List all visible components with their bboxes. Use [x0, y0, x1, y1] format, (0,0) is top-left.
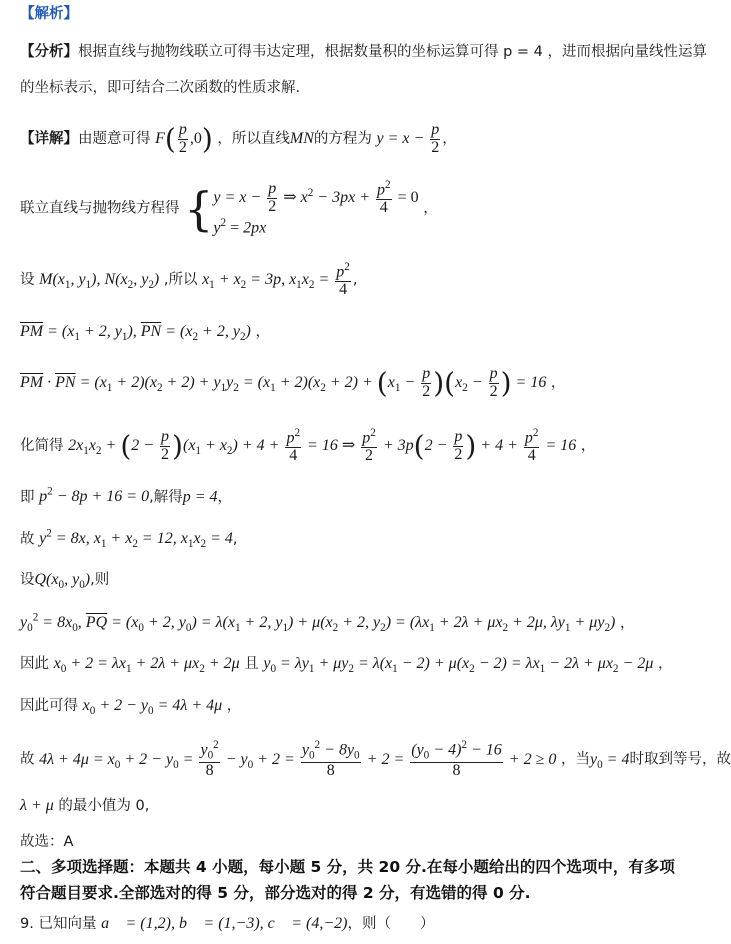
analysis-line-1: 【分析】根据直线与抛物线联立可得韦达定理，根据数量积的坐标运算可得 p = 4 ，进而根据向量线性运算	[20, 44, 708, 60]
section-heading-line-1: 二、多项选择题：本题共 4 小题，每小题 5 分，共 20 分.在每小题给出的四个选项中，有多项	[20, 858, 675, 876]
line-equation: y = x − $\frac{p}{2}$	[376, 121, 440, 156]
section-heading-line-2: 符合题目要求.全部选对的得 5 分，部分选对的得 2 分，有选错的得 0 分.	[20, 884, 531, 902]
detail-line-1: 【详解】由题意可得 F( $\frac{p}{2}$ ,0) ，所以直线MN的方程为 y = x − $\frac{p}{2}$ ，	[20, 121, 457, 156]
detail-label: 【详解】	[20, 130, 78, 147]
system-equation: { y = x − $\frac{p}{2}$ ⇒ $x^2 - 3px$ + $\frac{p^2}{4}$ = 0 $y^2 = 2px$	[184, 179, 419, 237]
detail-line-6: 化简得 $2x_1x_2 + (2$ − $\frac{p}{2}$ )$(x_1 + x_2) + 4$ + $\frac{p^2}{4}$ = 16 ⇒ $\frac{p^2}{2}$ + 3p(2 − $\frac{p}{2}$ ) + 4 + $\frac{p^2}{4}$ = 16 ，	[20, 427, 596, 465]
detail-line-2: 联立直线与抛物线方程得 { y = x − $\frac{p}{2}$ ⇒ $x^2 - 3px$ + $\frac{p^2}{4}$ = 0 $y^2 = 2px$ ，	[20, 179, 438, 237]
detail-line-10: $y_0^2 = 8x_0$, $\overline{PQ} = (x_0 + 2$, $y_0) = \lambda(x_1 + 2$, $y_1) + \mu(x_2 + 2$, $y_2) = (\lambda x_1 + 2\lambda + \mu x_2 + 2\mu$, $\lambda y_1 + \mu y_2$) ，	[20, 612, 635, 635]
detail-line-4: $\overline{PM} = (x_1 + 2$, $y_1$), $\overline{PN} = (x_2 + 2$, $y_2$) ，	[20, 323, 270, 344]
detail-line-12: 因此可得 $x_0 + 2 - y_0 = 4\lambda + 4\mu$ ，	[20, 697, 242, 718]
analysis-header: 【解析】	[20, 6, 78, 22]
detail-line-3: 设 $M(x_1$, $y_1$), $N(x_2$, $y_2$) ,所以 $x_1 + x_2 = 3p$, $x_1x_2$ = $\frac{p^2}{4}$ ,	[20, 261, 358, 299]
detail-line-11: 因此 $x_0 + 2 = \lambda x_1 + 2\lambda + \mu x_2 + 2\mu$ 且 $y_0 = \lambda y_1 + \mu y_2 = \lambda(x_1 - 2) + \mu(x_2 - 2) = \lambda x_1 - 2\lambda + \mu x_2 - 2\mu$ ，	[20, 655, 673, 676]
detail-line-13: 故 $4\lambda + 4\mu = x_0 + 2 - y_0$ = $\frac{y_0^2}{8}$ − $y_0 + 2$ = $\frac{y_0^2 - 8y_0}{8}$ + 2 = $\frac{(y_0 - 4)^2 - 16}{8}$ + 2 ≥ 0 ，当$y_0 = 4$时取到等号，故	[20, 739, 731, 780]
detail-line-7: 即 $p^2 - 8p + 16 = 0$,解得p = 4，	[20, 486, 232, 506]
detail-line-14: λ + μ 的最小值为 0,	[20, 797, 150, 814]
question-9: 9. 已知向量 a⃗ = (1,2), b⃗ = (1,−3), c⃗ = (4,−2)，则（ ）	[20, 915, 435, 932]
detail-line-5: $\overline{PM} \cdot \overline{PN} = (x_1 + 2)(x_2 + 2) + y_1y_2 = (x_1 + 2)(x_2 + 2) + (x_1$ − $\frac{p}{2}$ )($x_2$ − $\frac{p}{2}$ ) = 16 ，	[20, 365, 566, 400]
analysis-label: 【分析】	[20, 44, 78, 60]
analysis-line-2: 的坐标表示，即可结合二次函数的性质求解.	[20, 80, 301, 96]
answer-line: 故选：A	[20, 834, 74, 850]
detail-line-9: 设$Q(x_0$, $y_0$),则	[20, 571, 110, 592]
focus-formula: F( $\frac{p}{2}$ ,0)	[155, 121, 213, 156]
detail-line-8: 故 $y^2 = 8x$, $x_1 + x_2 = 12$, $x_1x_2 = 4$,	[20, 528, 238, 551]
